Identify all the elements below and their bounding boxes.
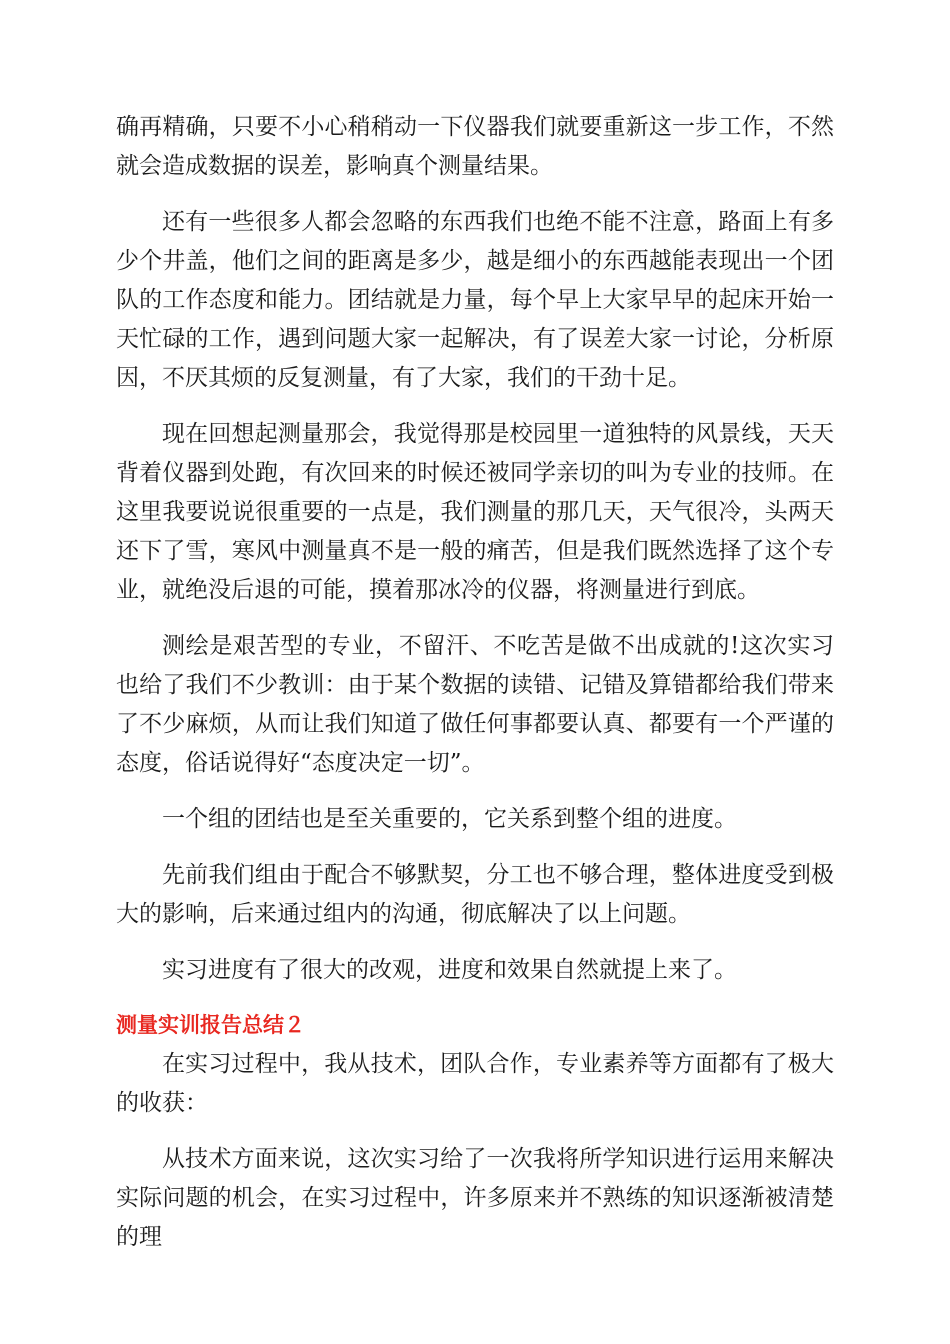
paragraph: 从技术方面来说，这次实习给了一次我将所学知识进行运用来解决实际问题的机会，在实习过程中，许多原来并不熟练的知识逐渐被清楚的理	[116, 1146, 834, 1250]
paragraph: 现在回想起测量那会，我觉得那是校园里一道独特的风景线，天天背着仪器到处跑，有次回来的时候还被同学亲切的叫为专业的技师。在这里我要说说很重要的一点是，我们测量的那几天，天气很冷，头两天还下了雪，寒风中测量真不是一般的痛苦，但是我们既然选择了这个专业，就绝没后退的可能，摸着那冰冷的仪器，将测量进行到底。	[116, 421, 834, 603]
paragraph: 在实习过程中，我从技术，团队合作，专业素养等方面都有了极大的收获：	[116, 1051, 834, 1116]
document-body	[116, 108, 834, 1274]
paragraph: 还有一些很多人都会忽略的东西我们也绝不能不注意，路面上有多少个井盖，他们之间的距离是多少，越是细小的东西越能表现出一个团队的工作态度和能力。团结就是力量，每个早上大家早早的起床开始一天忙碌的工作，遇到问题大家一起解决，有了误差大家一讨论，分析原因，不厌其烦的反复测量，有了大家，我们的干劲十足。	[116, 209, 834, 391]
paragraph: 实习进度有了很大的改观，进度和效果自然就提上来了。	[162, 957, 737, 983]
paragraph-continued: 确再精确，只要不小心稍稍动一下仪器我们就要重新这一步工作，不然就会造成数据的误差，影响真个测量结果。	[116, 114, 834, 179]
section-heading: 测量实训报告总结２	[116, 1013, 305, 1037]
paragraph: 测绘是艰苦型的专业，不留汗、不吃苦是做不出成就的!这次实习也给了我们不少教训：由于某个数据的读错、记错及算错都给我们带来了不少麻烦，从而让我们知道了做任何事都要认真、都要有一个严谨的态度，俗话说得好“态度决定一切”。	[116, 633, 834, 776]
paragraph: 先前我们组由于配合不够默契，分工也不够合理，整体进度受到极大的影响，后来通过组内的沟通，彻底解决了以上问题。	[116, 862, 834, 927]
paragraph: 一个组的团结也是至关重要的，它关系到整个组的进度。	[162, 806, 737, 832]
